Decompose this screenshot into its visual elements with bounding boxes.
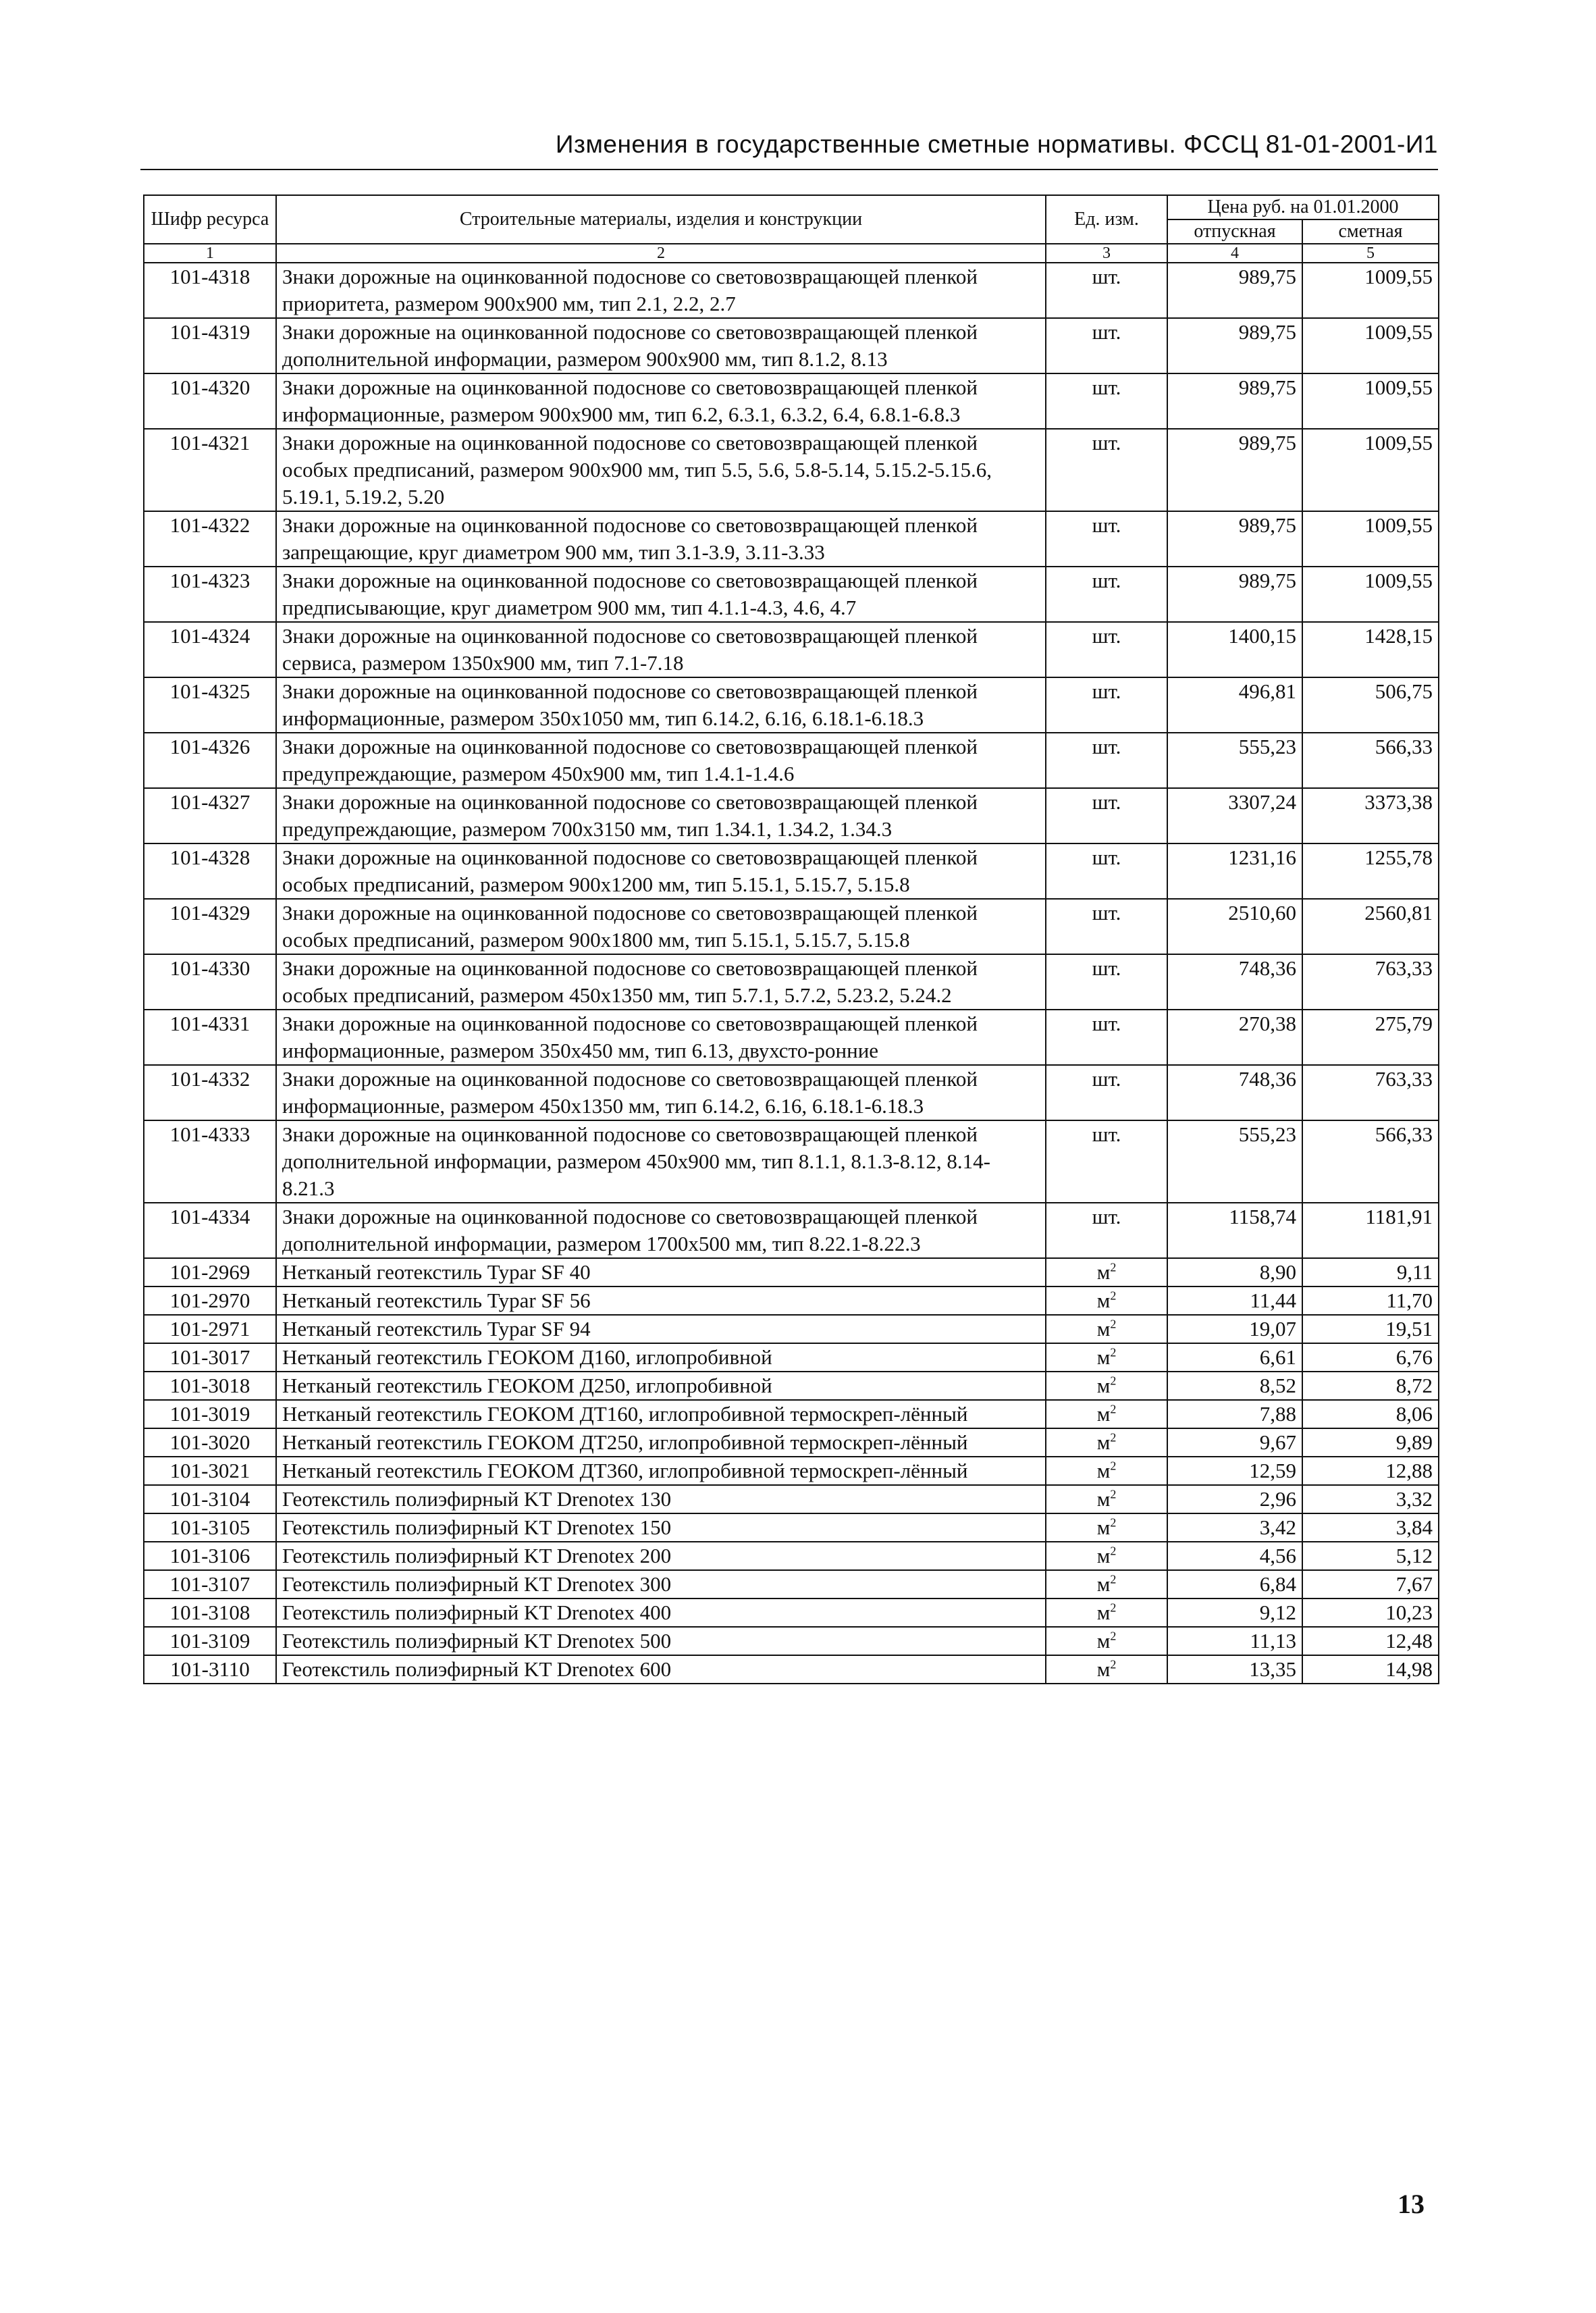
- material-name-cell: Знаки дорожные на оцинкованной подоснове со световозвращающей пленкой предупреждающие, размером 700х3150 мм, тип 1.34.1, 1.34.2, 1.34.3: [276, 788, 1046, 843]
- page-header: Изменения в государственные сметные нормативы. ФССЦ 81-01-2001-И1: [555, 130, 1438, 158]
- estimate-price-cell: 12,88: [1302, 1457, 1439, 1485]
- estimate-price-cell: 506,75: [1302, 677, 1439, 733]
- unit-label: м: [1096, 1572, 1111, 1596]
- material-name-cell: Знаки дорожные на оцинкованной подоснове со световозвращающей пленкой особых предписаний, размером 900х1200 мм, тип 5.15.1, 5.15.7, 5.15.8: [276, 843, 1046, 899]
- estimate-price-cell: 763,33: [1302, 954, 1439, 1010]
- table-row: [144, 1400, 1439, 1428]
- unit-cell: [1046, 263, 1167, 318]
- estimate-price-cell: 14,98: [1302, 1655, 1439, 1684]
- table-row: [144, 1428, 1439, 1457]
- estimate-price-cell: 5,12: [1302, 1542, 1439, 1570]
- table-row: [144, 511, 1439, 567]
- estimate-price-cell: 12,48: [1302, 1627, 1439, 1655]
- release-price-cell: 9,67: [1167, 1428, 1302, 1457]
- estimate-price-cell: 1009,55: [1302, 318, 1439, 373]
- unit-cell: [1046, 622, 1167, 677]
- unit-exponent: 2: [1110, 1374, 1117, 1388]
- release-price-cell: 11,13: [1167, 1627, 1302, 1655]
- material-name-cell: Нетканый геотекстиль ГЕОКОМ ДТ360, иглопробивной термоскреп-лённый: [276, 1457, 1046, 1485]
- material-name-cell: Знаки дорожные на оцинкованной подоснове со световозвращающей пленкой предупреждающие, размером 450х900 мм, тип 1.4.1-1.4.6: [276, 733, 1046, 788]
- table-row: [144, 1627, 1439, 1655]
- unit-label: м: [1096, 1345, 1111, 1369]
- unit-exponent: 2: [1110, 1289, 1117, 1303]
- material-name-cell: Знаки дорожные на оцинкованной подоснове со световозвращающей пленкой информационные, размером 450х1350 мм, тип 6.14.2, 6.16, 6.18.1-6.18.3: [276, 1065, 1046, 1120]
- release-price-cell: 12,59: [1167, 1457, 1302, 1485]
- table-row: [144, 1343, 1439, 1372]
- unit-cell: [1046, 1258, 1167, 1287]
- material-name-cell: Геотекстиль полиэфирный KT Drenotex 400: [276, 1599, 1046, 1627]
- unit-exponent: 2: [1110, 1515, 1117, 1530]
- material-name-cell: Знаки дорожные на оцинкованной подоснове со световозвращающей пленкой информационные, размером 350х450 мм, тип 6.13, двухсто-ронние: [276, 1010, 1046, 1065]
- unit-cell: [1046, 1400, 1167, 1428]
- estimate-price-cell: 275,79: [1302, 1010, 1439, 1065]
- estimate-price-cell: 2560,81: [1302, 899, 1439, 954]
- estimate-price-cell: 6,76: [1302, 1343, 1439, 1372]
- material-name-cell: Нетканый геотекстиль ГЕОКОМ Д250, иглопробивной: [276, 1372, 1046, 1400]
- resource-code-cell: 101-3110: [144, 1655, 276, 1684]
- estimate-price-cell: 566,33: [1302, 733, 1439, 788]
- resource-code-cell: 101-4331: [144, 1010, 276, 1065]
- header-estimate-price: сметная: [1302, 219, 1439, 244]
- table-body: [144, 263, 1439, 1684]
- release-price-cell: 3307,24: [1167, 788, 1302, 843]
- unit-cell: [1046, 567, 1167, 622]
- release-price-cell: 1158,74: [1167, 1203, 1302, 1258]
- material-name-cell: Знаки дорожные на оцинкованной подоснове со световозвращающей пленкой дополнительной информации, размером 1700х500 мм, тип 8.22.1-8.22.3: [276, 1203, 1046, 1258]
- material-name-cell: Знаки дорожные на оцинкованной подоснове со световозвращающей пленкой приоритета, размером 900х900 мм, тип 2.1, 2.2, 2.7: [276, 263, 1046, 318]
- material-name-cell: Нетканый геотекстиль ГЕОКОМ Д160, иглопробивной: [276, 1343, 1046, 1372]
- unit-cell: [1046, 373, 1167, 429]
- table-row: [144, 1010, 1439, 1065]
- unit-label: шт.: [1092, 513, 1121, 537]
- release-price-cell: 2510,60: [1167, 899, 1302, 954]
- unit-cell: [1046, 1457, 1167, 1485]
- column-number-row: [144, 244, 1439, 263]
- estimate-price-cell: 763,33: [1302, 1065, 1439, 1120]
- release-price-cell: 989,75: [1167, 318, 1302, 373]
- estimate-price-cell: 566,33: [1302, 1120, 1439, 1203]
- unit-cell: [1046, 954, 1167, 1010]
- unit-label: шт.: [1092, 431, 1121, 454]
- table-row: [144, 1655, 1439, 1684]
- table-row: [144, 1485, 1439, 1513]
- resource-code-cell: 101-4332: [144, 1065, 276, 1120]
- release-price-cell: 1400,15: [1167, 622, 1302, 677]
- unit-cell: [1046, 1428, 1167, 1457]
- table-row: [144, 1203, 1439, 1258]
- resource-code-cell: 101-2969: [144, 1258, 276, 1287]
- release-price-cell: 989,75: [1167, 567, 1302, 622]
- resource-code-cell: 101-4333: [144, 1120, 276, 1203]
- release-price-cell: 989,75: [1167, 263, 1302, 318]
- table-row: [144, 843, 1439, 899]
- table-row: [144, 263, 1439, 318]
- table-row: [144, 1315, 1439, 1343]
- resource-code-cell: 101-3109: [144, 1627, 276, 1655]
- unit-cell: [1046, 1315, 1167, 1343]
- unit-label: шт.: [1092, 1205, 1121, 1228]
- header-price: Цена руб. на 01.01.2000: [1167, 195, 1439, 219]
- estimate-price-cell: 3373,38: [1302, 788, 1439, 843]
- material-name-cell: Знаки дорожные на оцинкованной подоснове со световозвращающей пленкой особых предписаний, размером 900х900 мм, тип 5.5, 5.6, 5.8-5.14, 5.15.2-5.15.6, 5.19.1, 5.19.2, 5.20: [276, 429, 1046, 511]
- resource-code-cell: 101-4318: [144, 263, 276, 318]
- unit-label: м: [1096, 1487, 1111, 1511]
- header-release-price: отпускная: [1167, 219, 1302, 244]
- unit-exponent: 2: [1110, 1487, 1117, 1501]
- estimate-price-cell: 9,89: [1302, 1428, 1439, 1457]
- release-price-cell: 13,35: [1167, 1655, 1302, 1684]
- unit-label: шт.: [1092, 901, 1121, 925]
- unit-exponent: 2: [1110, 1317, 1117, 1331]
- unit-label: м: [1096, 1289, 1111, 1312]
- unit-label: м: [1096, 1317, 1111, 1341]
- release-price-cell: 6,84: [1167, 1570, 1302, 1599]
- unit-label: шт.: [1092, 1067, 1121, 1091]
- column-number: 2: [276, 244, 1046, 263]
- material-name-cell: Знаки дорожные на оцинкованной подоснове со световозвращающей пленкой сервиса, размером 1350х900 мм, тип 7.1-7.18: [276, 622, 1046, 677]
- estimate-price-cell: 1181,91: [1302, 1203, 1439, 1258]
- material-name-cell: Знаки дорожные на оцинкованной подоснове со световозвращающей пленкой дополнительной информации, размером 450х900 мм, тип 8.1.1, 8.1.3-8.12, 8.14-8.21.3: [276, 1120, 1046, 1203]
- table-row: [144, 677, 1439, 733]
- unit-cell: [1046, 1203, 1167, 1258]
- estimate-price-cell: 1009,55: [1302, 567, 1439, 622]
- material-name-cell: Нетканый геотекстиль ГЕОКОМ ДТ250, иглопробивной термоскреп-лённый: [276, 1428, 1046, 1457]
- column-number: 4: [1167, 244, 1302, 263]
- resource-code-cell: 101-3104: [144, 1485, 276, 1513]
- table-row: [144, 567, 1439, 622]
- table-row: [144, 1120, 1439, 1203]
- resource-code-cell: 101-4330: [144, 954, 276, 1010]
- table-row: [144, 1372, 1439, 1400]
- unit-cell: [1046, 429, 1167, 511]
- material-name-cell: Знаки дорожные на оцинкованной подоснове со световозвращающей пленкой особых предписаний, размером 450х1350 мм, тип 5.7.1, 5.7.2, 5.23.2, 5.24.2: [276, 954, 1046, 1010]
- unit-cell: [1046, 1010, 1167, 1065]
- unit-exponent: 2: [1110, 1430, 1117, 1445]
- table-row: [144, 733, 1439, 788]
- unit-exponent: 2: [1110, 1459, 1117, 1473]
- resource-code-cell: 101-4329: [144, 899, 276, 954]
- table-row: [144, 1513, 1439, 1542]
- unit-label: шт.: [1092, 679, 1121, 703]
- unit-cell: [1046, 843, 1167, 899]
- unit-exponent: 2: [1110, 1544, 1117, 1558]
- unit-exponent: 2: [1110, 1629, 1117, 1643]
- release-price-cell: 11,44: [1167, 1287, 1302, 1315]
- unit-cell: [1046, 1655, 1167, 1684]
- unit-label: м: [1096, 1430, 1111, 1454]
- table-row: [144, 1258, 1439, 1287]
- unit-cell: [1046, 1485, 1167, 1513]
- resource-code-cell: 101-3105: [144, 1513, 276, 1542]
- unit-label: шт.: [1092, 320, 1121, 344]
- estimate-price-cell: 9,11: [1302, 1258, 1439, 1287]
- estimate-price-cell: 19,51: [1302, 1315, 1439, 1343]
- release-price-cell: 8,90: [1167, 1258, 1302, 1287]
- resource-code-cell: 101-3018: [144, 1372, 276, 1400]
- material-name-cell: Знаки дорожные на оцинкованной подоснове со световозвращающей пленкой информационные, размером 900х900 мм, тип 6.2, 6.3.1, 6.3.2, 6.4, 6.8.1-6.8.3: [276, 373, 1046, 429]
- estimate-price-cell: 3,32: [1302, 1485, 1439, 1513]
- unit-label: шт.: [1092, 265, 1121, 288]
- material-name-cell: Знаки дорожные на оцинкованной подоснове со световозвращающей пленкой информационные, размером 350х1050 мм, тип 6.14.2, 6.16, 6.18.1-6.18.3: [276, 677, 1046, 733]
- material-name-cell: Геотекстиль полиэфирный KT Drenotex 500: [276, 1627, 1046, 1655]
- release-price-cell: 7,88: [1167, 1400, 1302, 1428]
- unit-label: шт.: [1092, 956, 1121, 980]
- table-row: [144, 373, 1439, 429]
- release-price-cell: 19,07: [1167, 1315, 1302, 1343]
- resource-code-cell: 101-4327: [144, 788, 276, 843]
- material-name-cell: Знаки дорожные на оцинкованной подоснове со световозвращающей пленкой особых предписаний, размером 900х1800 мм, тип 5.15.1, 5.15.7, 5.15.8: [276, 899, 1046, 954]
- estimate-price-cell: 1009,55: [1302, 429, 1439, 511]
- resource-code-cell: 101-4328: [144, 843, 276, 899]
- unit-exponent: 2: [1110, 1601, 1117, 1615]
- unit-exponent: 2: [1110, 1260, 1117, 1274]
- release-price-cell: 748,36: [1167, 954, 1302, 1010]
- estimate-price-cell: 1255,78: [1302, 843, 1439, 899]
- unit-cell: [1046, 788, 1167, 843]
- resource-code-cell: 101-4319: [144, 318, 276, 373]
- column-number: 3: [1046, 244, 1167, 263]
- unit-exponent: 2: [1110, 1657, 1117, 1671]
- table-row: [144, 1570, 1439, 1599]
- unit-label: шт.: [1092, 375, 1121, 399]
- unit-exponent: 2: [1110, 1402, 1117, 1416]
- unit-cell: [1046, 1120, 1167, 1203]
- unit-cell: [1046, 1287, 1167, 1315]
- release-price-cell: 496,81: [1167, 677, 1302, 733]
- material-name-cell: Нетканый геотекстиль ГЕОКОМ ДТ160, иглопробивной термоскреп-лённый: [276, 1400, 1046, 1428]
- price-table: [143, 194, 1439, 1684]
- unit-cell: [1046, 1627, 1167, 1655]
- material-name-cell: Знаки дорожные на оцинкованной подоснове со световозвращающей пленкой дополнительной информации, размером 900х900 мм, тип 8.1.2, 8.13: [276, 318, 1046, 373]
- resource-code-cell: 101-4322: [144, 511, 276, 567]
- unit-label: м: [1096, 1402, 1111, 1426]
- resource-code-cell: 101-4325: [144, 677, 276, 733]
- resource-code-cell: 101-3108: [144, 1599, 276, 1627]
- resource-code-cell: 101-4334: [144, 1203, 276, 1258]
- estimate-price-cell: 1009,55: [1302, 511, 1439, 567]
- header-unit: Ед. изм.: [1046, 195, 1167, 244]
- resource-code-cell: 101-4324: [144, 622, 276, 677]
- unit-cell: [1046, 733, 1167, 788]
- unit-cell: [1046, 1570, 1167, 1599]
- material-name-cell: Нетканый геотекстиль Typar SF 94: [276, 1315, 1046, 1343]
- table-row: [144, 1542, 1439, 1570]
- unit-label: м: [1096, 1657, 1111, 1681]
- resource-code-cell: 101-4326: [144, 733, 276, 788]
- release-price-cell: 6,61: [1167, 1343, 1302, 1372]
- material-name-cell: Знаки дорожные на оцинкованной подоснове со световозвращающей пленкой запрещающие, круг диаметром 900 мм, тип 3.1-3.9, 3.11-3.33: [276, 511, 1046, 567]
- estimate-price-cell: 11,70: [1302, 1287, 1439, 1315]
- unit-cell: [1046, 1542, 1167, 1570]
- release-price-cell: 748,36: [1167, 1065, 1302, 1120]
- estimate-price-cell: 7,67: [1302, 1570, 1439, 1599]
- unit-label: м: [1096, 1515, 1111, 1539]
- material-name-cell: Геотекстиль полиэфирный KT Drenotex 130: [276, 1485, 1046, 1513]
- resource-code-cell: 101-4320: [144, 373, 276, 429]
- estimate-price-cell: 10,23: [1302, 1599, 1439, 1627]
- material-name-cell: Геотекстиль полиэфирный KT Drenotex 300: [276, 1570, 1046, 1599]
- resource-code-cell: 101-2971: [144, 1315, 276, 1343]
- resource-code-cell: 101-3017: [144, 1343, 276, 1372]
- unit-label: шт.: [1092, 1122, 1121, 1146]
- release-price-cell: 9,12: [1167, 1599, 1302, 1627]
- resource-code-cell: 101-4323: [144, 567, 276, 622]
- release-price-cell: 2,96: [1167, 1485, 1302, 1513]
- material-name-cell: Геотекстиль полиэфирный KT Drenotex 600: [276, 1655, 1046, 1684]
- resource-code-cell: 101-3021: [144, 1457, 276, 1485]
- release-price-cell: 4,56: [1167, 1542, 1302, 1570]
- material-name-cell: Знаки дорожные на оцинкованной подоснове со световозвращающей пленкой предписывающие, круг диаметром 900 мм, тип 4.1.1-4.3, 4.6, 4.7: [276, 567, 1046, 622]
- unit-cell: [1046, 1599, 1167, 1627]
- table-row: [144, 788, 1439, 843]
- unit-cell: [1046, 899, 1167, 954]
- unit-cell: [1046, 1513, 1167, 1542]
- estimate-price-cell: 1009,55: [1302, 263, 1439, 318]
- release-price-cell: 989,75: [1167, 511, 1302, 567]
- release-price-cell: 555,23: [1167, 733, 1302, 788]
- table-row: [144, 622, 1439, 677]
- unit-label: м: [1096, 1374, 1111, 1397]
- table-row: [144, 1287, 1439, 1315]
- release-price-cell: 555,23: [1167, 1120, 1302, 1203]
- estimate-price-cell: 1428,15: [1302, 622, 1439, 677]
- unit-label: м: [1096, 1459, 1111, 1482]
- release-price-cell: 3,42: [1167, 1513, 1302, 1542]
- unit-label: м: [1096, 1544, 1111, 1567]
- material-name-cell: Нетканый геотекстиль Typar SF 40: [276, 1258, 1046, 1287]
- resource-code-cell: 101-4321: [144, 429, 276, 511]
- estimate-price-cell: 1009,55: [1302, 373, 1439, 429]
- column-number: 1: [144, 244, 276, 263]
- release-price-cell: 270,38: [1167, 1010, 1302, 1065]
- page-number: 13: [1398, 2189, 1425, 2219]
- unit-label: шт.: [1092, 1012, 1121, 1035]
- resource-code-cell: 101-3107: [144, 1570, 276, 1599]
- unit-label: м: [1096, 1260, 1111, 1284]
- table-row: [144, 1599, 1439, 1627]
- material-name-cell: Геотекстиль полиэфирный KT Drenotex 200: [276, 1542, 1046, 1570]
- release-price-cell: 8,52: [1167, 1372, 1302, 1400]
- release-price-cell: 1231,16: [1167, 843, 1302, 899]
- unit-cell: [1046, 1065, 1167, 1120]
- table-row: [144, 429, 1439, 511]
- unit-cell: [1046, 1343, 1167, 1372]
- table-row: [144, 1065, 1439, 1120]
- release-price-cell: 989,75: [1167, 429, 1302, 511]
- unit-label: шт.: [1092, 790, 1121, 814]
- unit-label: шт.: [1092, 846, 1121, 869]
- release-price-cell: 989,75: [1167, 373, 1302, 429]
- unit-cell: [1046, 677, 1167, 733]
- header-rule: [140, 169, 1438, 170]
- table-row: [144, 1457, 1439, 1485]
- column-number: 5: [1302, 244, 1439, 263]
- unit-label: м: [1096, 1629, 1111, 1653]
- estimate-price-cell: 3,84: [1302, 1513, 1439, 1542]
- table-row: [144, 954, 1439, 1010]
- resource-code-cell: 101-3106: [144, 1542, 276, 1570]
- unit-label: шт.: [1092, 735, 1121, 758]
- unit-exponent: 2: [1110, 1572, 1117, 1586]
- table-row: [144, 318, 1439, 373]
- estimate-price-cell: 8,06: [1302, 1400, 1439, 1428]
- estimate-price-cell: 8,72: [1302, 1372, 1439, 1400]
- unit-cell: [1046, 1372, 1167, 1400]
- unit-cell: [1046, 318, 1167, 373]
- unit-label: шт.: [1092, 624, 1121, 648]
- material-name-cell: Нетканый геотекстиль Typar SF 56: [276, 1287, 1046, 1315]
- header-name: Строительные материалы, изделия и конструкции: [276, 195, 1046, 244]
- resource-code-cell: 101-2970: [144, 1287, 276, 1315]
- resource-code-cell: 101-3020: [144, 1428, 276, 1457]
- resource-code-cell: 101-3019: [144, 1400, 276, 1428]
- unit-exponent: 2: [1110, 1345, 1117, 1359]
- table-row: [144, 899, 1439, 954]
- header-code: Шифр ресурса: [144, 195, 276, 244]
- unit-cell: [1046, 511, 1167, 567]
- unit-label: м: [1096, 1601, 1111, 1624]
- material-name-cell: Геотекстиль полиэфирный KT Drenotex 150: [276, 1513, 1046, 1542]
- unit-label: шт.: [1092, 569, 1121, 592]
